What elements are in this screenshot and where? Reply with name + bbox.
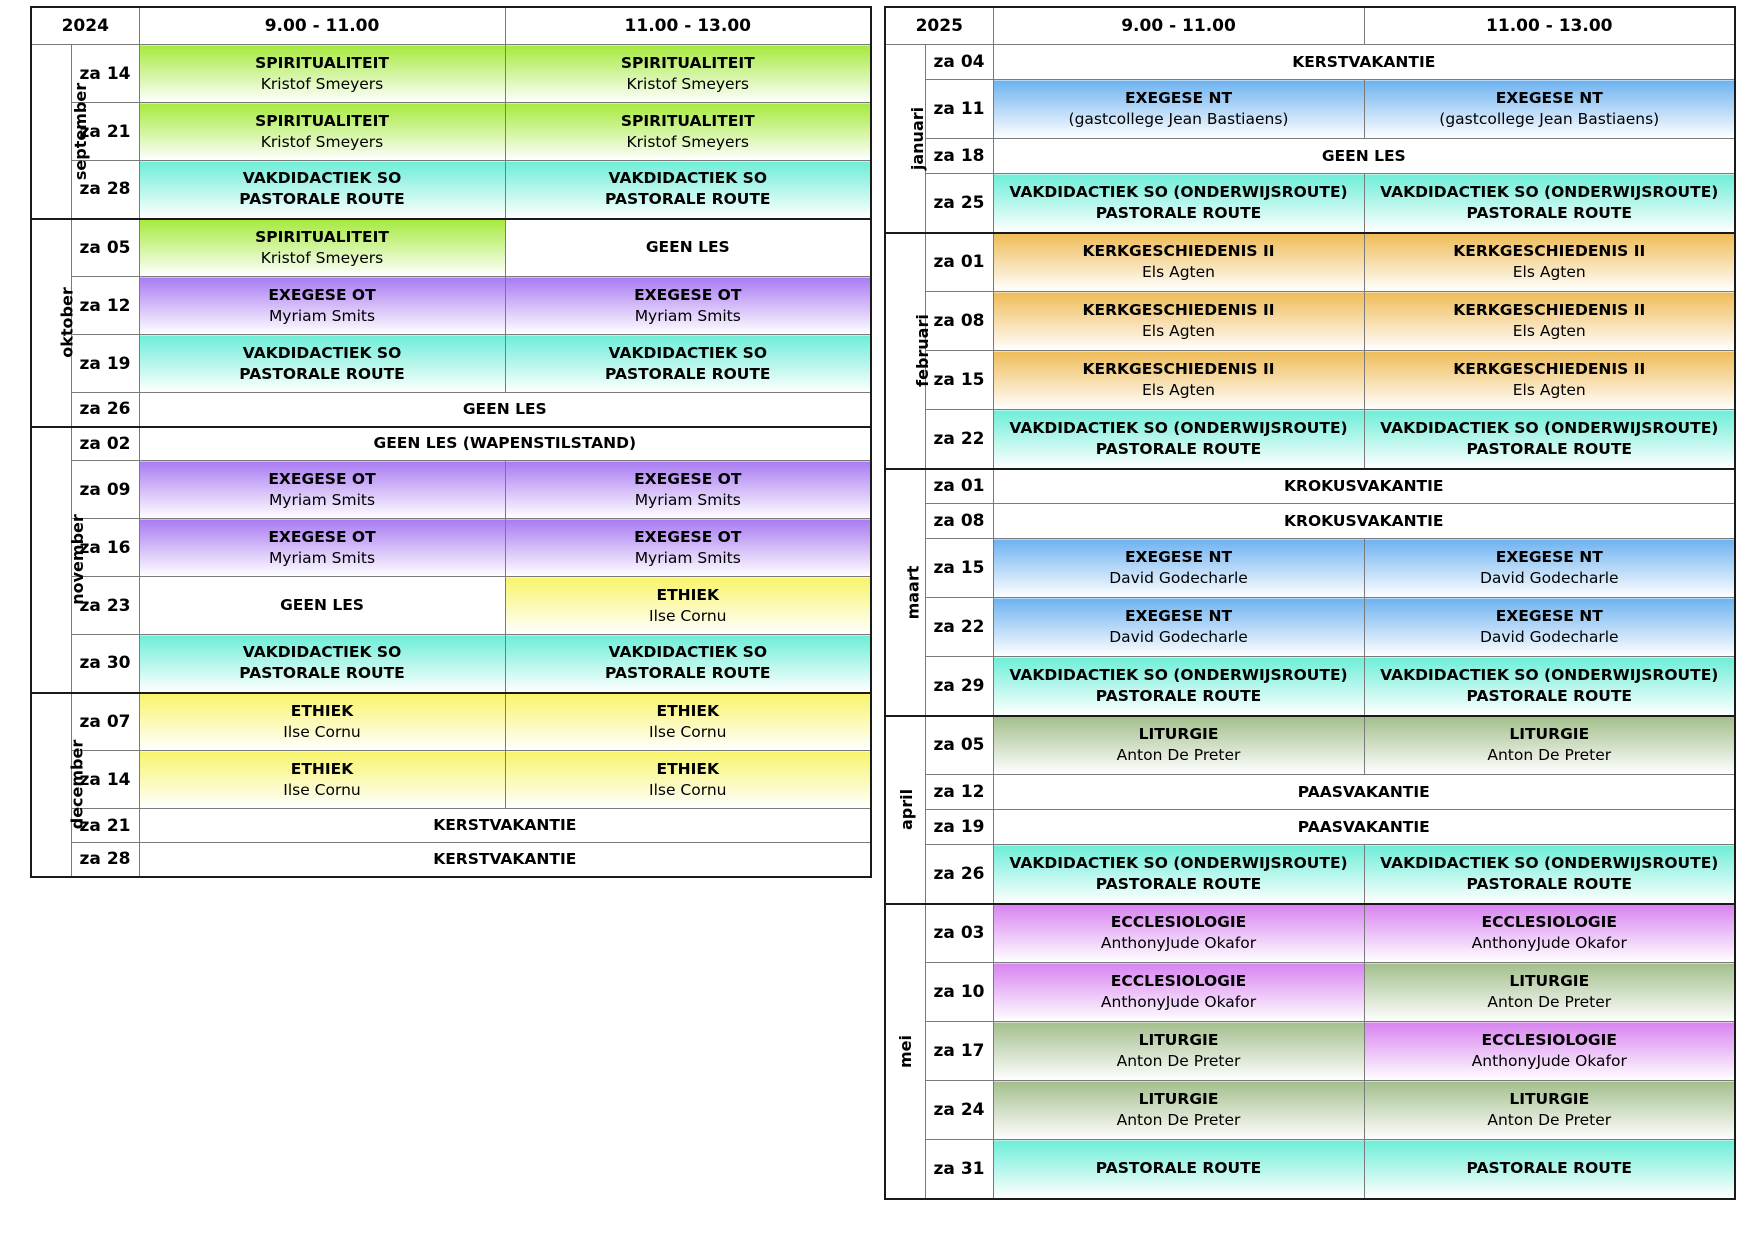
schedule-row [885, 1022, 1735, 1081]
schedule-row [31, 809, 871, 843]
course-cell [505, 519, 871, 577]
schedule-row [885, 351, 1735, 410]
course-detail: Kristof Smeyers [260, 248, 384, 267]
date-cell: za 19 [925, 810, 993, 845]
course-cell [993, 963, 1364, 1022]
course-title: KERSTVAKANTIE [1292, 52, 1436, 71]
date-cell: za 12 [925, 775, 993, 810]
date-cell: za 03 [925, 904, 993, 963]
course-detail: Els Agten [1142, 263, 1215, 282]
course-cell [993, 410, 1364, 469]
course-cell [993, 292, 1364, 351]
course-detail: PASTORALE ROUTE [1095, 686, 1262, 705]
course-title: PAASVAKANTIE [1297, 817, 1430, 836]
date-cell: za 26 [71, 393, 139, 427]
date-cell: za 25 [925, 174, 993, 233]
schedule-2024-table [30, 6, 872, 878]
course-detail: PASTORALE ROUTE [605, 364, 771, 383]
schedule-row [31, 427, 871, 461]
course-title: EXEGESE NT [1495, 89, 1603, 107]
schedule-body [885, 45, 1735, 1199]
course-cell [505, 751, 871, 809]
month-label [885, 904, 925, 1199]
course-title: LITURGIE [1509, 1090, 1590, 1108]
course-title: VAKDIDACTIEK SO [608, 343, 768, 362]
course-cell [139, 519, 505, 577]
course-detail: (gastcollege Jean Bastiaens) [1068, 110, 1289, 128]
course-cell [505, 461, 871, 519]
date-cell: za 02 [71, 427, 139, 461]
course-cell [139, 393, 871, 427]
course-cell [139, 751, 505, 809]
course-cell [1364, 1140, 1735, 1199]
schedule-row [885, 233, 1735, 292]
course-detail: PASTORALE ROUTE [605, 190, 771, 209]
course-detail: Ilse Cornu [649, 606, 727, 625]
course-detail: Myriam Smits [634, 306, 741, 325]
course-cell [1364, 539, 1735, 598]
course-detail: Kristof Smeyers [260, 74, 384, 93]
course-cell [139, 809, 871, 843]
course-cell [505, 103, 871, 161]
course-detail: PASTORALE ROUTE [1466, 874, 1633, 893]
course-detail: Kristof Smeyers [626, 74, 750, 93]
course-detail: Kristof Smeyers [260, 132, 384, 151]
course-title: KERKGESCHIEDENIS II [1082, 301, 1275, 319]
course-detail: PASTORALE ROUTE [1095, 874, 1262, 893]
schedule-row [885, 80, 1735, 139]
schedule-row [31, 161, 871, 219]
course-detail: Ilse Cornu [649, 722, 727, 741]
course-cell [505, 693, 871, 751]
course-cell [1364, 716, 1735, 775]
date-cell: za 15 [925, 351, 993, 410]
schedule-row [31, 45, 871, 103]
schedule-row [885, 45, 1735, 80]
course-title: VAKDIDACTIEK SO [242, 343, 402, 362]
course-detail: Myriam Smits [634, 548, 741, 567]
date-cell: za 04 [925, 45, 993, 80]
course-cell [993, 1022, 1364, 1081]
course-cell [993, 45, 1735, 80]
course-title: EXEGESE OT [634, 285, 742, 304]
month-label [31, 427, 87, 693]
month-name: maart [903, 565, 923, 619]
course-title: LITURGIE [1138, 1090, 1219, 1108]
month-name: september [71, 82, 91, 180]
course-detail: AnthonyJude Okafor [1471, 1052, 1627, 1070]
month-name: oktober [57, 287, 77, 358]
schedule-row [31, 577, 871, 635]
course-title: KERKGESCHIEDENIS II [1453, 301, 1646, 319]
course-cell [993, 1140, 1364, 1199]
course-title: KERKGESCHIEDENIS II [1453, 360, 1646, 378]
date-cell: za 12 [71, 277, 139, 335]
course-title: GEEN LES [645, 238, 730, 257]
course-detail: Els Agten [1512, 322, 1586, 340]
date-cell: za 15 [925, 539, 993, 598]
course-detail: Myriam Smits [268, 548, 376, 567]
course-detail: Anton De Preter [1116, 746, 1241, 765]
schedule-row [885, 845, 1735, 904]
course-title: EXEGESE OT [634, 527, 742, 546]
course-detail: David Godecharle [1109, 569, 1248, 587]
course-detail: AnthonyJude Okafor [1471, 934, 1627, 953]
course-detail: PASTORALE ROUTE [239, 664, 405, 683]
schedule-row [885, 810, 1735, 845]
date-cell: za 07 [71, 693, 139, 751]
date-cell: za 01 [925, 233, 993, 292]
course-title: KERKGESCHIEDENIS II [1082, 242, 1275, 261]
course-title: VAKDIDACTIEK SO (ONDERWIJSROUTE) [1380, 418, 1719, 437]
course-title: SPIRITUALITEIT [255, 227, 389, 246]
month-name: januari [908, 106, 928, 170]
year-header: 2025 [885, 7, 993, 45]
month-name: mei [895, 1034, 915, 1068]
schedule-row [885, 1081, 1735, 1140]
course-detail: Els Agten [1512, 381, 1586, 399]
date-cell: za 16 [71, 519, 139, 577]
schedule-row [31, 635, 871, 693]
date-cell: za 30 [71, 635, 139, 693]
course-cell [505, 161, 871, 219]
course-cell [139, 693, 505, 751]
course-cell [993, 351, 1364, 410]
course-detail: Myriam Smits [268, 306, 376, 325]
course-title: SPIRITUALITEIT [620, 111, 755, 130]
month-label [885, 469, 925, 716]
course-detail: Myriam Smits [268, 490, 376, 509]
course-title: ETHIEK [290, 759, 354, 778]
course-title: EXEGESE OT [268, 527, 376, 546]
course-cell [993, 539, 1364, 598]
date-cell: za 01 [925, 469, 993, 504]
course-title: EXEGESE NT [1495, 548, 1603, 566]
date-cell: za 22 [925, 410, 993, 469]
course-title: ECCLESIOLOGIE [1481, 913, 1618, 932]
month-label [885, 45, 928, 233]
course-title: VAKDIDACTIEK SO [608, 643, 768, 662]
schedule-body [31, 45, 871, 877]
course-title: SPIRITUALITEIT [255, 111, 389, 130]
date-cell: za 14 [71, 751, 139, 809]
course-title: SPIRITUALITEIT [620, 53, 755, 72]
course-title: PAASVAKANTIE [1297, 782, 1430, 801]
course-title: SPIRITUALITEIT [255, 53, 389, 72]
course-cell [505, 577, 871, 635]
date-cell: za 21 [71, 103, 139, 161]
date-cell: za 26 [925, 845, 993, 904]
course-cell [993, 810, 1735, 845]
date-cell: za 24 [925, 1081, 993, 1140]
schedule-row [885, 139, 1735, 174]
course-cell [993, 775, 1735, 810]
schedule-row [885, 174, 1735, 233]
course-detail: PASTORALE ROUTE [1466, 203, 1633, 222]
date-cell: za 19 [71, 335, 139, 393]
course-cell [139, 427, 871, 461]
course-cell [505, 219, 871, 277]
course-cell [1364, 598, 1735, 657]
course-title: GEEN LES [1321, 146, 1406, 165]
month-label [31, 45, 91, 219]
course-title: KERSTVAKANTIE [433, 849, 577, 868]
schedule-row [885, 504, 1735, 539]
course-title: EXEGESE NT [1124, 89, 1233, 107]
date-cell: za 28 [71, 161, 139, 219]
course-cell [1364, 80, 1735, 139]
date-cell: za 08 [925, 504, 993, 539]
course-title: ETHIEK [290, 701, 354, 720]
course-detail: PASTORALE ROUTE [605, 664, 771, 683]
course-cell [505, 635, 871, 693]
course-cell [1364, 233, 1735, 292]
date-cell: za 08 [925, 292, 993, 351]
course-detail: Ilse Cornu [649, 780, 727, 799]
course-cell [505, 45, 871, 103]
course-title: ETHIEK [656, 585, 720, 604]
course-title: GEEN LES (WAPENSTILSTAND) [373, 434, 637, 453]
course-cell [505, 335, 871, 393]
course-title: VAKDIDACTIEK SO (ONDERWIJSROUTE) [1380, 853, 1719, 872]
month-name: december [67, 739, 87, 830]
date-cell: za 23 [71, 577, 139, 635]
course-title: KERKGESCHIEDENIS II [1082, 360, 1275, 378]
course-title: EXEGESE OT [268, 285, 376, 304]
schedule-row [885, 775, 1735, 810]
course-detail: Anton De Preter [1487, 993, 1612, 1011]
course-cell [139, 843, 871, 877]
date-cell: za 14 [71, 45, 139, 103]
course-cell [1364, 904, 1735, 963]
course-title: VAKDIDACTIEK SO (ONDERWIJSROUTE) [1009, 665, 1348, 684]
month-name: februari [912, 314, 932, 387]
date-cell: za 28 [71, 843, 139, 877]
schedule-row [31, 393, 871, 427]
course-detail: AnthonyJude Okafor [1100, 993, 1257, 1011]
date-cell: za 11 [925, 80, 993, 139]
course-cell [993, 80, 1364, 139]
header-row [885, 7, 1735, 45]
schedule-row [885, 963, 1735, 1022]
course-cell [993, 657, 1364, 716]
course-detail: David Godecharle [1479, 628, 1619, 646]
schedule-row [31, 219, 871, 277]
date-cell: za 18 [925, 139, 993, 174]
date-cell: za 21 [71, 809, 139, 843]
slot1-header: 9.00 - 11.00 [993, 7, 1364, 45]
course-cell [1364, 845, 1735, 904]
schedule-row [885, 469, 1735, 504]
course-title: ETHIEK [656, 701, 720, 720]
course-cell [139, 461, 505, 519]
course-cell [139, 335, 505, 393]
course-cell [993, 716, 1364, 775]
course-cell [139, 45, 505, 103]
course-detail: PASTORALE ROUTE [1466, 439, 1633, 458]
slot2-header: 11.00 - 13.00 [1364, 7, 1735, 45]
header-row [31, 7, 871, 45]
course-title: ECCLESIOLOGIE [1110, 972, 1247, 990]
course-cell [139, 635, 505, 693]
course-title: KERKGESCHIEDENIS II [1453, 242, 1646, 261]
course-cell [993, 139, 1735, 174]
course-title: GEEN LES [462, 399, 547, 418]
course-title: EXEGESE OT [634, 469, 742, 488]
schedule-row [31, 519, 871, 577]
schedule-row [885, 292, 1735, 351]
course-cell [139, 219, 505, 277]
course-detail: Anton De Preter [1487, 1111, 1612, 1129]
course-cell [1364, 351, 1735, 410]
schedule-row [31, 461, 871, 519]
course-title: EXEGESE NT [1495, 607, 1603, 625]
course-cell [1364, 174, 1735, 233]
schedule-2025-table [884, 6, 1736, 1200]
schedule-row [31, 103, 871, 161]
schedule-row [31, 843, 871, 877]
course-detail: Anton De Preter [1487, 746, 1612, 765]
date-cell: za 10 [925, 963, 993, 1022]
date-cell: za 09 [71, 461, 139, 519]
schedule-row [885, 657, 1735, 716]
course-title: VAKDIDACTIEK SO [242, 169, 402, 188]
course-title: VAKDIDACTIEK SO (ONDERWIJSROUTE) [1009, 182, 1348, 201]
course-detail: Els Agten [1512, 263, 1586, 282]
course-cell [1364, 1022, 1735, 1081]
course-cell [139, 161, 505, 219]
course-cell [993, 233, 1364, 292]
course-detail: Anton De Preter [1116, 1111, 1241, 1129]
course-title: LITURGIE [1138, 725, 1219, 744]
course-title: VAKDIDACTIEK SO (ONDERWIJSROUTE) [1009, 853, 1348, 872]
course-detail: David Godecharle [1109, 628, 1248, 646]
schedule-row [31, 335, 871, 393]
course-title: VAKDIDACTIEK SO (ONDERWIJSROUTE) [1380, 182, 1719, 201]
month-name: april [897, 788, 917, 831]
course-title: ECCLESIOLOGIE [1110, 913, 1247, 932]
month-label [31, 693, 87, 877]
date-cell: za 17 [925, 1022, 993, 1081]
course-title: ECCLESIOLOGIE [1481, 1031, 1618, 1049]
course-detail: PASTORALE ROUTE [1095, 439, 1262, 458]
course-title: VAKDIDACTIEK SO (ONDERWIJSROUTE) [1380, 665, 1719, 684]
course-detail: PASTORALE ROUTE [1095, 203, 1262, 222]
course-title: GEEN LES [280, 596, 364, 614]
course-cell [1364, 657, 1735, 716]
date-cell: za 22 [925, 598, 993, 657]
course-title: VAKDIDACTIEK SO [608, 169, 768, 188]
course-title: KROKUSVAKANTIE [1284, 476, 1444, 495]
schedule-row [885, 1140, 1735, 1199]
course-title: EXEGESE NT [1124, 548, 1233, 566]
schedule-row [31, 693, 871, 751]
course-cell [1364, 410, 1735, 469]
course-detail: Kristof Smeyers [626, 132, 750, 151]
course-cell [993, 904, 1364, 963]
course-detail: AnthonyJude Okafor [1100, 934, 1257, 953]
date-cell: za 05 [71, 219, 139, 277]
schedule-row [885, 716, 1735, 775]
month-label [885, 716, 925, 904]
course-title: VAKDIDACTIEK SO [242, 643, 402, 662]
course-cell [993, 1081, 1364, 1140]
course-title: PASTORALE ROUTE [1466, 1159, 1633, 1178]
course-cell [1364, 1081, 1735, 1140]
course-title: EXEGESE NT [1124, 607, 1233, 625]
year-header: 2024 [31, 7, 139, 45]
course-cell [993, 469, 1735, 504]
schedule-row [885, 539, 1735, 598]
schedule-row [31, 751, 871, 809]
course-detail: Anton De Preter [1116, 1052, 1241, 1070]
slot1-header: 9.00 - 11.00 [139, 7, 505, 45]
course-detail: (gastcollege Jean Bastiaens) [1439, 110, 1660, 128]
course-title: LITURGIE [1509, 972, 1590, 990]
month-name: november [67, 514, 87, 605]
date-cell: za 05 [925, 716, 993, 775]
schedule-row [885, 410, 1735, 469]
course-detail: David Godecharle [1479, 569, 1619, 587]
course-cell [993, 174, 1364, 233]
schedule-row [885, 904, 1735, 963]
course-cell [1364, 292, 1735, 351]
course-title: PASTORALE ROUTE [1095, 1159, 1262, 1178]
schedule-row [31, 277, 871, 335]
course-title: LITURGIE [1509, 725, 1590, 744]
course-cell [139, 103, 505, 161]
course-cell [505, 277, 871, 335]
course-detail: Els Agten [1142, 322, 1215, 340]
course-title: EXEGESE OT [268, 469, 376, 488]
slot2-header: 11.00 - 13.00 [505, 7, 871, 45]
course-detail: Els Agten [1142, 381, 1215, 399]
course-title: ETHIEK [656, 759, 720, 778]
course-detail: Myriam Smits [634, 490, 741, 509]
course-detail: PASTORALE ROUTE [239, 190, 405, 209]
course-title: VAKDIDACTIEK SO (ONDERWIJSROUTE) [1009, 418, 1348, 437]
course-cell [1364, 963, 1735, 1022]
month-label [31, 219, 77, 427]
course-detail: Ilse Cornu [283, 780, 361, 799]
course-detail: PASTORALE ROUTE [239, 364, 405, 383]
date-cell: za 29 [925, 657, 993, 716]
course-cell [993, 845, 1364, 904]
course-title: KERSTVAKANTIE [433, 816, 577, 834]
date-cell: za 31 [925, 1140, 993, 1199]
month-label [885, 233, 932, 469]
course-cell [993, 504, 1735, 539]
course-cell [139, 577, 505, 635]
schedule-row [885, 598, 1735, 657]
course-cell [139, 277, 505, 335]
course-title: KROKUSVAKANTIE [1284, 511, 1444, 530]
course-title: LITURGIE [1138, 1031, 1219, 1049]
course-detail: PASTORALE ROUTE [1466, 686, 1633, 705]
course-detail: Ilse Cornu [283, 722, 361, 741]
course-cell [993, 598, 1364, 657]
